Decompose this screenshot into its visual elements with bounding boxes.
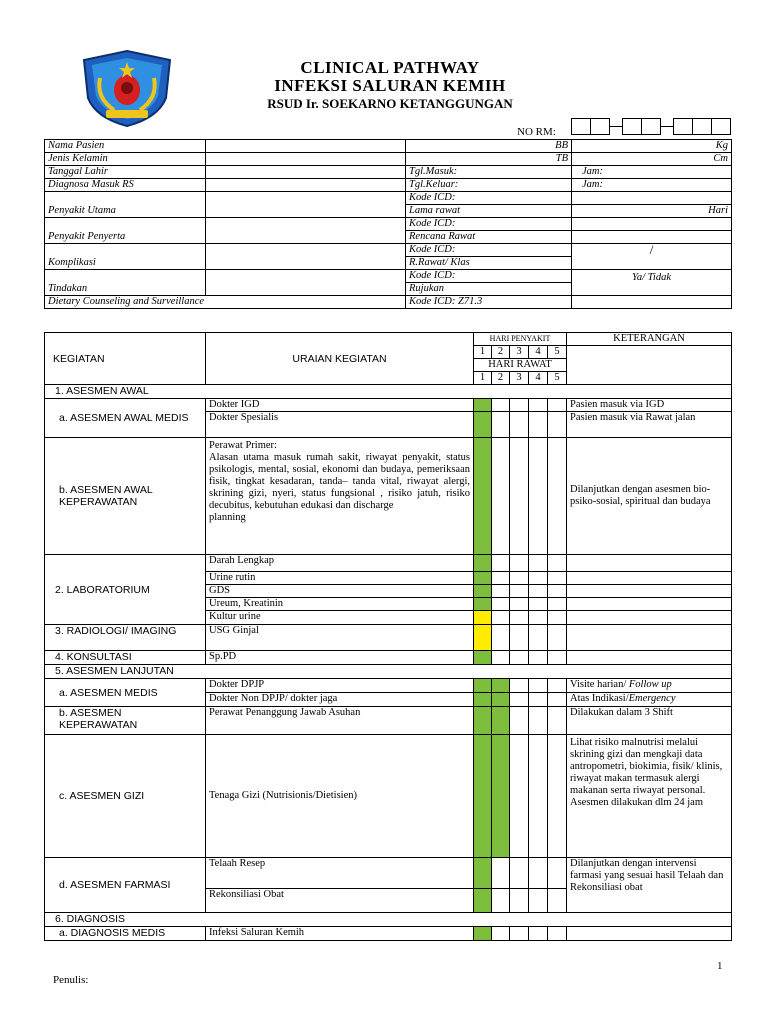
check-cell[interactable] [474,555,492,572]
asesmen-awal-keperawatan-label: b. ASESMEN AWAL KEPERAWATAN [45,438,206,555]
nama-pasien-field[interactable] [206,140,406,153]
check-cell[interactable] [529,707,548,735]
check-cell[interactable] [548,438,567,555]
check-cell[interactable] [474,707,492,735]
document-subtitle: INFEKSI SALURAN KEMIH [274,76,506,95]
tanggal-lahir-field[interactable] [206,166,406,179]
check-cell[interactable] [492,585,510,598]
check-cell[interactable] [492,693,510,707]
ket-keperawatan: Dilanjutkan dengan asesmen bio-psiko-sosial, spiritual dan budaya [567,438,732,555]
ket-ppja: Dilakukan dalam 3 Shift [567,707,732,735]
ya-tidak-option[interactable]: Ya/ Tidak [572,270,732,296]
no-rm-box-1[interactable] [571,118,591,135]
check-cell[interactable] [510,572,529,585]
ket-farmasi: Dilanjutkan dengan intervensi farmasi yang sesuai hasil Telaah dan Rekonsiliasi obat [567,858,732,913]
check-cell[interactable] [548,679,567,693]
hari-rawat-header: HARI RAWAT [474,359,567,372]
no-rm-box-2[interactable] [590,118,610,135]
check-cell[interactable] [529,611,548,625]
hr-day-3: 3 [510,372,529,385]
ket-cell [567,585,732,598]
check-cell[interactable] [510,651,529,665]
patient-info-table [44,139,732,309]
cm-label: Cm [572,153,732,166]
tindakan-field[interactable] [206,270,406,296]
jam-masuk-label: Jam: [572,166,732,179]
check-cell[interactable] [529,679,548,693]
ket-dpjp: Visite harian/ [570,679,629,690]
check-cell[interactable] [492,858,510,889]
telaah-resep: Telaah Resep [206,858,474,889]
section-laboratorium: 2. LABORATORIUM [45,555,206,625]
check-cell[interactable] [548,858,567,889]
dokter-non-dpjp: Dokter Non DPJP/ dokter jaga [206,693,474,707]
hp-day-1: 1 [474,346,492,359]
keterangan-header: KETERANGAN [567,333,732,346]
lab-kultur-urine: Kultur urine [206,611,474,625]
no-rm-box-5[interactable] [673,118,693,135]
clinical-pathway-table [44,332,732,941]
check-cell[interactable] [548,625,567,651]
section-diagnosis: 6. DIAGNOSIS [45,913,732,927]
jenis-kelamin-field[interactable] [206,153,406,166]
hr-day-2: 2 [492,372,510,385]
check-cell[interactable] [548,585,567,598]
check-cell[interactable] [474,598,492,611]
lab-ureum-kreatinin: Ureum, Kreatinin [206,598,474,611]
check-cell[interactable] [510,735,529,858]
tb-label: TB [406,153,572,166]
check-cell[interactable] [548,927,567,941]
check-cell[interactable] [529,651,548,665]
ket-cell [567,625,732,651]
check-cell[interactable] [492,572,510,585]
check-cell[interactable] [492,555,510,572]
hari-label: Hari [572,205,732,218]
check-cell[interactable] [474,889,492,913]
jam-keluar-label: Jam: [572,179,732,192]
check-cell[interactable] [492,438,510,555]
hospital-name: RSUD Ir. SOEKARNO KETANGGUNGAN [267,96,513,111]
lama-rawat-label: Lama rawat [406,205,572,218]
no-rm-dash-2 [661,126,673,127]
check-cell[interactable] [492,625,510,651]
jenis-kelamin-label: Jenis Kelamin [45,153,206,166]
tgl-keluar-label: Tgl.Keluar: [406,179,572,192]
check-cell[interactable] [492,399,510,412]
ket-cell [567,651,732,665]
check-cell[interactable] [529,927,548,941]
check-cell[interactable] [510,399,529,412]
check-cell[interactable] [548,735,567,858]
check-cell[interactable] [529,412,548,438]
kode-icd-komplikasi-label: Kode ICD: [406,244,572,257]
check-cell[interactable] [510,927,529,941]
check-cell[interactable] [492,611,510,625]
ket-spesialis: Pasien masuk via Rawat jalan [567,412,732,438]
check-cell[interactable] [492,679,510,693]
check-cell[interactable] [510,611,529,625]
section-radiologi: 3. RADIOLOGI/ IMAGING [45,625,206,651]
check-cell[interactable] [510,679,529,693]
rujukan-label: Rujukan [406,283,572,296]
infeksi-saluran-kemih: Infeksi Saluran Kemih [206,927,474,941]
keterangan-header-blank [567,346,732,385]
check-cell[interactable] [510,585,529,598]
tgl-masuk-label: Tgl.Masuk: [406,166,572,179]
ket-igd: Pasien masuk via IGD [567,399,732,412]
asesmen-farmasi-label: d. ASESMEN FARMASI [45,858,206,913]
check-cell[interactable] [548,412,567,438]
planning-label: planning [209,512,246,523]
ket-cell [567,555,732,572]
check-cell[interactable] [474,625,492,651]
usg-ginjal: USG Ginjal [206,625,474,651]
hp-day-4: 4 [529,346,548,359]
page-number: 1 [717,960,723,972]
check-cell[interactable] [529,572,548,585]
lab-gds: GDS [206,585,474,598]
penyakit-utama-label: Penyakit Utama [45,192,206,218]
kode-icd-tindakan-label: Kode ICD: [406,270,572,283]
hr-day-4: 4 [529,372,548,385]
dietary-field[interactable] [572,296,732,309]
check-cell[interactable] [529,585,548,598]
check-cell[interactable] [492,651,510,665]
check-cell[interactable] [548,651,567,665]
tindakan-label: Tindakan [45,270,206,296]
sp-pd: Sp.PD [206,651,474,665]
check-cell[interactable] [474,735,492,858]
kode-icd-penyerta-label: Kode ICD: [406,218,572,231]
check-cell[interactable] [548,889,567,913]
check-cell[interactable] [474,572,492,585]
kegiatan-header: KEGIATAN [45,333,206,385]
diagnosa-masuk-label: Diagnosa Masuk RS [45,179,206,192]
kg-label: Kg [572,140,732,153]
check-cell[interactable] [474,858,492,889]
check-cell[interactable] [529,693,548,707]
tenaga-gizi: Tenaga Gizi (Nutrisionis/Dietisien) [206,735,474,858]
komplikasi-field[interactable] [206,244,406,270]
hr-day-5: 5 [548,372,567,385]
check-cell[interactable] [492,927,510,941]
check-cell[interactable] [510,889,529,913]
tanggal-lahir-label: Tanggal Lahir [45,166,206,179]
check-cell[interactable] [510,438,529,555]
check-cell[interactable] [529,399,548,412]
lab-darah-lengkap: Darah Lengkap [206,555,474,572]
no-rm-label: NO RM: [517,126,556,138]
check-cell[interactable] [548,572,567,585]
rencana-rawat-label: Rencana Rawat [406,231,572,244]
ket-non-dpjp: Atas Indikasi/ [570,693,629,704]
check-cell[interactable] [474,438,492,555]
check-cell[interactable] [529,889,548,913]
check-cell[interactable] [529,735,548,858]
rencana-rawat-field[interactable] [572,231,732,244]
check-cell[interactable] [529,598,548,611]
check-cell[interactable] [474,651,492,665]
check-cell[interactable] [548,707,567,735]
check-cell[interactable] [529,438,548,555]
rawat-klas-slash[interactable]: / [572,244,732,270]
komplikasi-label: Komplikasi [45,244,206,270]
kode-icd-utama-label: Kode ICD: [406,192,572,205]
ket-non-dpjp-italic: Emergency [628,693,676,704]
dokter-igd: Dokter IGD [206,399,474,412]
check-cell[interactable] [548,611,567,625]
check-cell[interactable] [474,679,492,693]
ppja: Perawat Penanggung Jawab Asuhan [206,707,474,735]
check-cell[interactable] [474,585,492,598]
check-cell[interactable] [492,707,510,735]
lab-urine-rutin: Urine rutin [206,572,474,585]
rawat-klas-label: R.Rawat/ Klas [406,257,572,270]
asesmen-awal-medis-label: a. ASESMEN AWAL MEDIS [45,399,206,438]
section-asesmen-lanjutan: 5. ASESMEN LANJUTAN [45,665,732,679]
dietary-label: Dietary Counseling and Surveillance [45,296,406,309]
check-cell[interactable] [529,625,548,651]
asesmen-medis-label: a. ASESMEN MEDIS [45,679,206,707]
check-cell[interactable] [510,598,529,611]
ket-cell [567,927,732,941]
rekonsiliasi-obat: Rekonsiliasi Obat [206,889,474,913]
check-cell[interactable] [548,598,567,611]
check-cell[interactable] [492,735,510,858]
bb-label: BB [406,140,572,153]
hp-day-2: 2 [492,346,510,359]
check-cell[interactable] [474,399,492,412]
check-cell[interactable] [529,555,548,572]
hp-day-5: 5 [548,346,567,359]
check-cell[interactable] [510,858,529,889]
ket-cell [567,598,732,611]
nama-pasien-label: Nama Pasien [45,140,206,153]
check-cell[interactable] [510,707,529,735]
penyakit-penyerta-field[interactable] [206,218,406,244]
penulis-label: Penulis: [53,974,89,986]
kode-icd-penyerta-field[interactable] [572,218,732,231]
diagnosis-medis-label: a. DIAGNOSIS MEDIS [45,927,206,941]
no-rm-box-7[interactable] [711,118,731,135]
ket-gizi: Lihat risiko malnutrisi melalui skrining gizi dan mengkaji data antropometri, biokimia, fisik/ klinis, riwayat makan termasuk alergi makanan serta riwayat personal. Asesmen dilakukan dlm 24 jam [567,735,732,858]
section-konsultasi: 4. KONSULTASI [45,651,206,665]
check-cell[interactable] [510,625,529,651]
no-rm-dash-1 [610,126,622,127]
section-asesmen-awal: 1. ASESMEN AWAL [45,385,732,399]
hari-penyakit-header: HARI PENYAKIT [474,333,567,346]
check-cell[interactable] [474,693,492,707]
ket-dpjp-italic: Follow up [628,679,672,690]
kode-icd-utama-field[interactable] [572,192,732,205]
regency-emblem-logo [78,48,176,128]
document-title: CLINICAL PATHWAY [300,58,480,77]
check-cell[interactable] [510,693,529,707]
penyakit-utama-field[interactable] [206,192,406,218]
no-rm-box-3[interactable] [622,118,642,135]
check-cell[interactable] [474,611,492,625]
check-cell[interactable] [548,399,567,412]
check-cell[interactable] [474,927,492,941]
check-cell[interactable] [510,555,529,572]
check-cell[interactable] [510,412,529,438]
hp-day-3: 3 [510,346,529,359]
asesmen-keperawatan-label: b. ASESMEN KEPERAWATAN [45,707,206,735]
perawat-primer-label: Perawat Primer: [209,440,277,451]
check-cell[interactable] [492,598,510,611]
check-cell[interactable] [492,889,510,913]
penyakit-penyerta-label: Penyakit Penyerta [45,218,206,244]
check-cell[interactable] [548,555,567,572]
check-cell[interactable] [474,412,492,438]
perawat-primer-desc: Alasan utama masuk rumah sakit, riwayat penyakit, status psikologis, mental, sosial, ekonomi dan budaya, pemeriksaan fisik, tingkat kesadaran, tanda– tanda vital, riwayat alergi, skrining gizi, nyeri, status fungsional , risiko jatuh, risiko decubitus, kebutuhan edukasi dan discharge [209,452,470,511]
no-rm-box-6[interactable] [692,118,712,135]
check-cell[interactable] [492,412,510,438]
asesmen-gizi-label: c. ASESMEN GIZI [45,735,206,858]
dokter-spesialis: Dokter Spesialis [206,412,474,438]
ket-cell [567,611,732,625]
uraian-header: URAIAN KEGIATAN [206,333,474,385]
no-rm-box-4[interactable] [641,118,661,135]
hr-day-1: 1 [474,372,492,385]
kode-icd-dietary-label: Kode ICD: Z71.3 [406,296,572,309]
ket-cell [567,572,732,585]
check-cell[interactable] [548,693,567,707]
check-cell[interactable] [529,858,548,889]
diagnosa-masuk-field[interactable] [206,179,406,192]
dokter-dpjp: Dokter DPJP [206,679,474,693]
